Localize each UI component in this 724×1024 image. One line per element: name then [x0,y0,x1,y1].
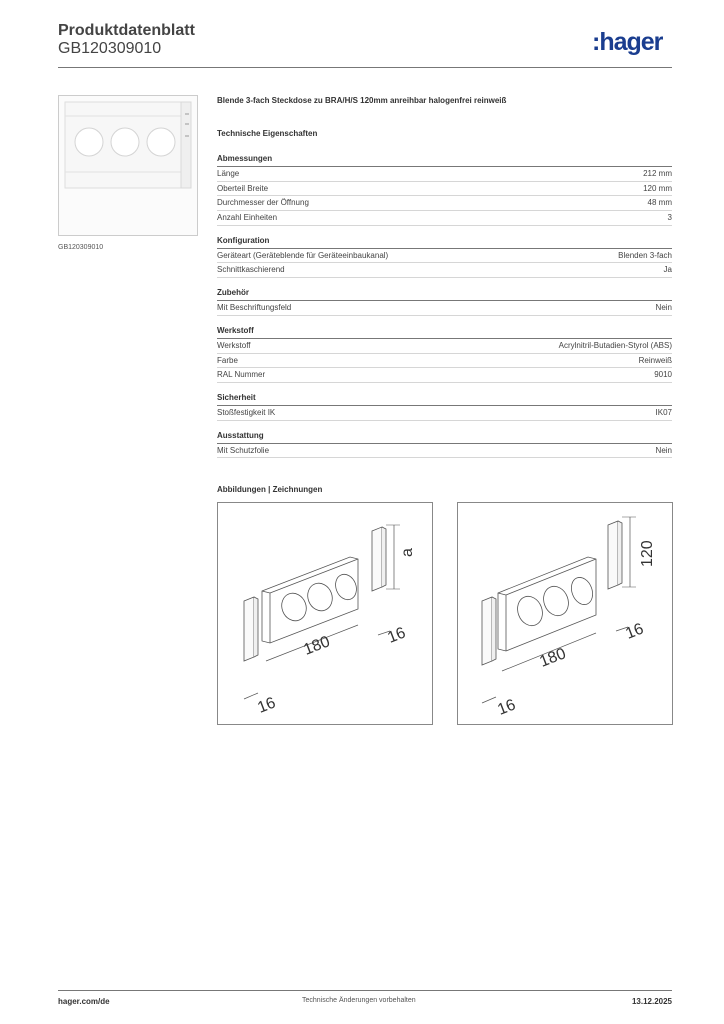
spec-row [217,167,672,182]
logo-text: hager [599,28,663,56]
figures-heading: Abbildungen | Zeichnungen [217,485,323,494]
spec-value: 212 mm [643,169,672,178]
product-image [58,95,198,236]
spec-label: Farbe [217,355,238,365]
spec-label: Werkstoff [217,340,251,350]
spec-sections [217,154,672,458]
drawing-2 [457,502,673,725]
spec-label: Stoßfestigkeit IK [217,407,276,417]
spec-row [217,406,672,421]
section-heading: Werkstoff [217,326,672,339]
section-heading: Konfiguration [217,236,672,249]
dim-side-right-label: 16 [385,624,409,647]
spec-label: RAL Nummer [217,370,266,380]
spec-row [217,339,672,354]
spec-section [217,236,672,278]
spec-value: IK07 [655,407,672,417]
spec-row [217,211,672,226]
spec-value: Ja [663,265,672,275]
spec-label: Durchmesser der Öffnung [217,198,309,208]
section-heading: Ausstattung [217,431,672,444]
footer-website-link[interactable]: hager.com/de [58,997,110,1006]
spec-section [217,154,672,226]
spec-label: Schnittkaschierend [217,265,285,275]
footer-date: 13.12.2025 [631,997,672,1006]
spec-value: Blenden 3-fach [618,250,672,260]
spec-section [217,288,672,316]
dim-width-label: 180 [537,645,569,671]
spec-value: 9010 [654,370,672,380]
spec-value: 48 mm [647,198,672,208]
footer-divider [58,990,672,991]
spec-value: Acrylnitril-Butadien-Styrol (ABS) [558,340,672,350]
image-caption: GB120309010 [58,244,104,251]
dim-side-bottom-label: 16 [495,696,519,719]
footer-notice: Technische Änderungen vorbehalten [302,997,416,1004]
spec-row [217,301,672,316]
spec-row [217,182,672,197]
header-divider [58,67,672,68]
dim-side-bottom-label: 16 [255,694,279,717]
section-heading: Sicherheit [217,393,672,406]
spec-value: Reinweiß [638,355,672,365]
spec-value: 3 [667,213,672,223]
dim-height-label: 120 [639,540,656,567]
spec-row [217,196,672,211]
spec-section [217,393,672,421]
spec-label: Mit Schutzfolie [217,445,270,455]
dim-width-label: 180 [301,633,333,659]
spec-row [217,444,672,459]
spec-content [217,96,672,468]
spec-label: Geräteart (Geräteblende für Geräteeinbaukanal) [217,250,389,260]
spec-row [217,354,672,369]
section-heading: Zubehör [217,288,672,301]
dim-height-label: a [399,548,416,557]
hager-logo: :hager [592,28,663,56]
product-name: Blende 3-fach Steckdose zu BRA/H/S 120mm anreihbar halogenfrei reinweiß [217,96,507,105]
spec-label: Länge [217,169,240,178]
spec-value: 120 mm [643,183,672,193]
dim-side-right-label: 16 [623,620,647,643]
spec-row [217,249,672,264]
spec-value: Nein [655,303,672,313]
section-heading: Abmessungen [217,154,672,167]
spec-label: Oberteil Breite [217,183,269,193]
spec-label: Mit Beschriftungsfeld [217,303,292,313]
spec-section [217,431,672,459]
spec-label: Anzahl Einheiten [217,213,278,223]
spec-value: Nein [655,445,672,455]
tech-heading: Technische Eigenschaften [217,129,318,138]
product-code: GB120309010 [58,40,162,57]
spec-section [217,326,672,383]
page-title: Produktdatenblatt [58,22,195,39]
spec-row [217,263,672,278]
spec-row [217,368,672,383]
drawing-1 [217,502,433,725]
